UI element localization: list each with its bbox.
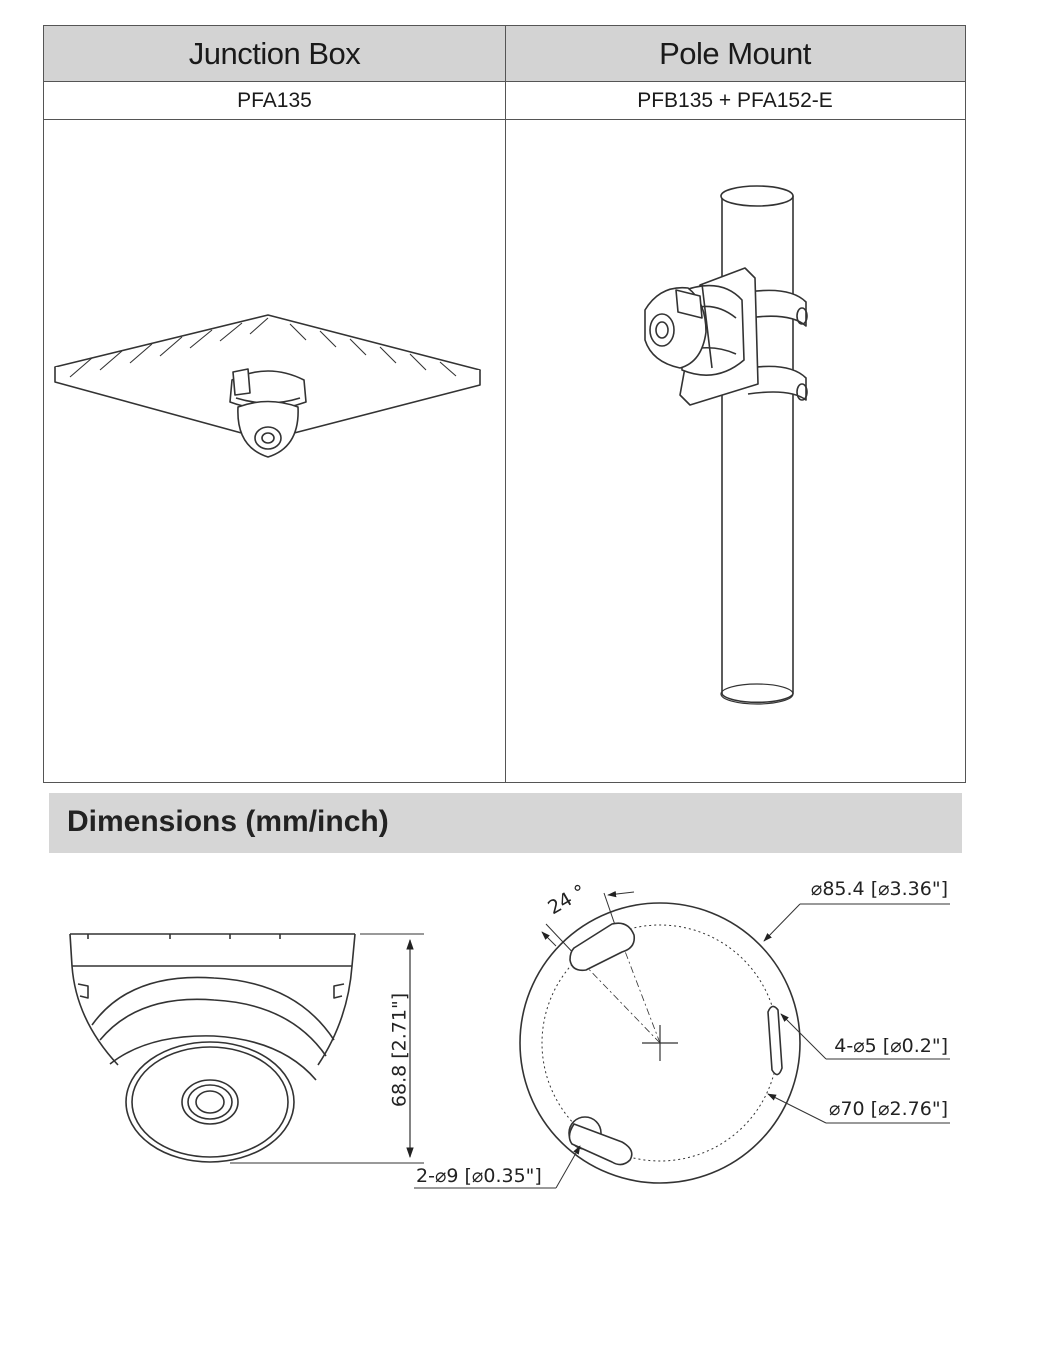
slot-label: 4-⌀5 [⌀0.2"] (834, 1035, 948, 1057)
junction-box-illustration (55, 315, 480, 457)
pole-mount-header: Pole Mount (505, 26, 965, 82)
angle-label: 24 ° (544, 880, 590, 920)
junction-box-header: Junction Box (44, 26, 505, 82)
outer-diameter-label: ⌀85.4 [⌀3.36"] (810, 878, 948, 900)
pole-mount-illustration (645, 186, 807, 704)
dimension-side-view (70, 934, 424, 1163)
pole-mount-model: PFB135 + PFA152-E (505, 82, 965, 120)
hole-label: 2-⌀9 [⌀0.35"] (416, 1165, 542, 1187)
junction-box-model: PFA135 (44, 82, 505, 120)
hole-circle-label: ⌀70 [⌀2.76"] (829, 1098, 948, 1120)
height-label: 68.8 [2.71"] (388, 992, 411, 1108)
dimensions-title: Dimensions (mm/inch) (67, 805, 389, 838)
